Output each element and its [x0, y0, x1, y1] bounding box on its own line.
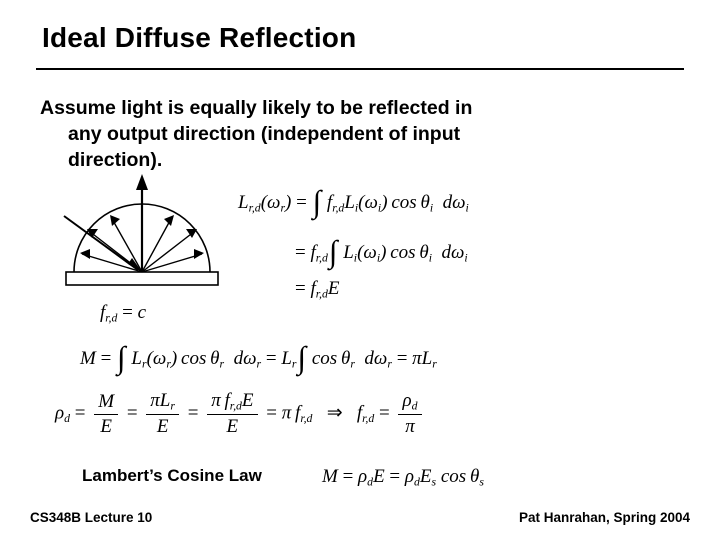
equation-5: M = ∫ $L_r(\omega_r)$ $\cos \theta_r$ $d\omega_r = L_r\int$ $\cos \theta_r$ $d\omega_r = \pi L_r$	[80, 340, 437, 375]
exit-ray-2	[89, 231, 142, 272]
body-paragraph	[40, 96, 660, 174]
footer-right: Pat Hanrahan, Spring 2004	[518, 510, 690, 525]
equation-6: $\rho_d$ = $\frac{M}{E}$ = $\frac{\pi L_r}{E}$ = $\frac{\pi f_{r,d}E}{E}$ = π $f_{r,d}$ ⇒ $f_{r,d}$ = $\frac{\rho_d}{\pi}$	[55, 390, 426, 438]
hemisphere-reflection-diagram	[58, 168, 238, 298]
title-divider	[36, 68, 684, 70]
diagram-svg	[58, 168, 238, 298]
body-line-3: direction).	[68, 148, 163, 171]
equation-7: $M = \rho_dE = \rho_dE_s$ $\cos \theta_s$	[322, 466, 484, 489]
body-line-2: any output direction (independent of input	[68, 122, 461, 145]
exit-ray-1-arrowhead	[80, 249, 90, 259]
footer-left: CS348B Lecture 10	[30, 510, 153, 525]
lambert-cosine-law-label: Lambert’s Cosine Law	[82, 466, 262, 485]
body-line-1: Assume light is equally likely to be reflected in	[40, 97, 473, 119]
equation-4: $f_{r,d} = c$	[100, 302, 147, 325]
page-title: Ideal Diffuse Reflection	[42, 22, 357, 53]
exit-ray-6-arrowhead	[194, 249, 204, 259]
exit-ray-4-arrowhead	[164, 215, 174, 226]
equation-1: $L_{r,d}(\omega_r)$ = ∫ $f_{r,d}L_i(\omega_i)$ $\cos \theta_i$ $d\omega_i$	[238, 184, 469, 219]
surface-slab	[66, 272, 218, 285]
equation-3: = $f_{r,d}E$	[295, 278, 340, 301]
equation-2: = $f_{r,d}\int$ $L_i(\omega_i)$ $\cos \theta_i$ $d\omega_i$	[295, 234, 468, 269]
normal-ray-arrowhead	[136, 174, 148, 190]
exit-ray-5	[142, 231, 195, 272]
